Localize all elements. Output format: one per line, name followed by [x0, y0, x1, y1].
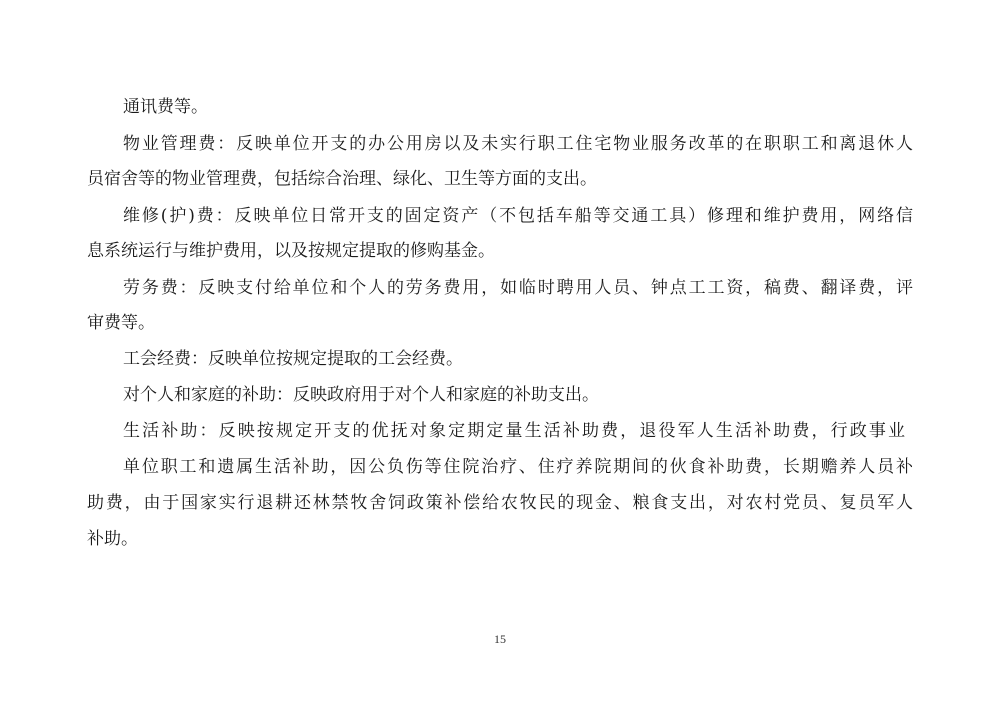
paragraph-line: 审费等。: [87, 313, 155, 333]
paragraph-line: 维修(护)费：反映单位日常开支的固定资产（不包括车船等交通工具）修理和维护费用，网络信: [123, 206, 913, 226]
paragraph-line: 劳务费：反映支付给单位和个人的劳务费用，如临时聘用人员、钟点工工资，稿费、翻译费，评: [123, 278, 913, 298]
paragraph-line: 息系统运行与维护费用，以及按规定提取的修购基金。: [87, 241, 495, 261]
paragraph-line: 补助。: [87, 529, 138, 549]
paragraph-line: 物业管理费：反映单位开支的办公用房以及未实行职工住宅物业服务改革的在职职工和离退休人: [123, 134, 913, 154]
paragraph-line: 通讯费等。: [123, 97, 208, 117]
page-number: 15: [494, 632, 506, 646]
paragraph-line: 单位职工和遗属生活补助，因公负伤等住院治疗、住疗养院期间的伙食补助费，长期赡养人员补: [123, 457, 913, 477]
paragraph-line: 工会经费：反映单位按规定提取的工会经费。: [123, 349, 463, 369]
paragraph-line: 生活补助：反映按规定开支的优抚对象定期定量生活补助费，退役军人生活补助费，行政事业: [123, 421, 905, 441]
paragraph-line: 员宿舍等的物业管理费，包括综合治理、绿化、卫生等方面的支出。: [87, 169, 597, 189]
paragraph-line: 对个人和家庭的补助：反映政府用于对个人和家庭的补助支出。: [123, 385, 599, 405]
paragraph-line: 助费，由于国家实行退耕还林禁牧舍饲政策补偿给农牧民的现金、粮食支出，对农村党员、复员军人: [87, 493, 913, 513]
